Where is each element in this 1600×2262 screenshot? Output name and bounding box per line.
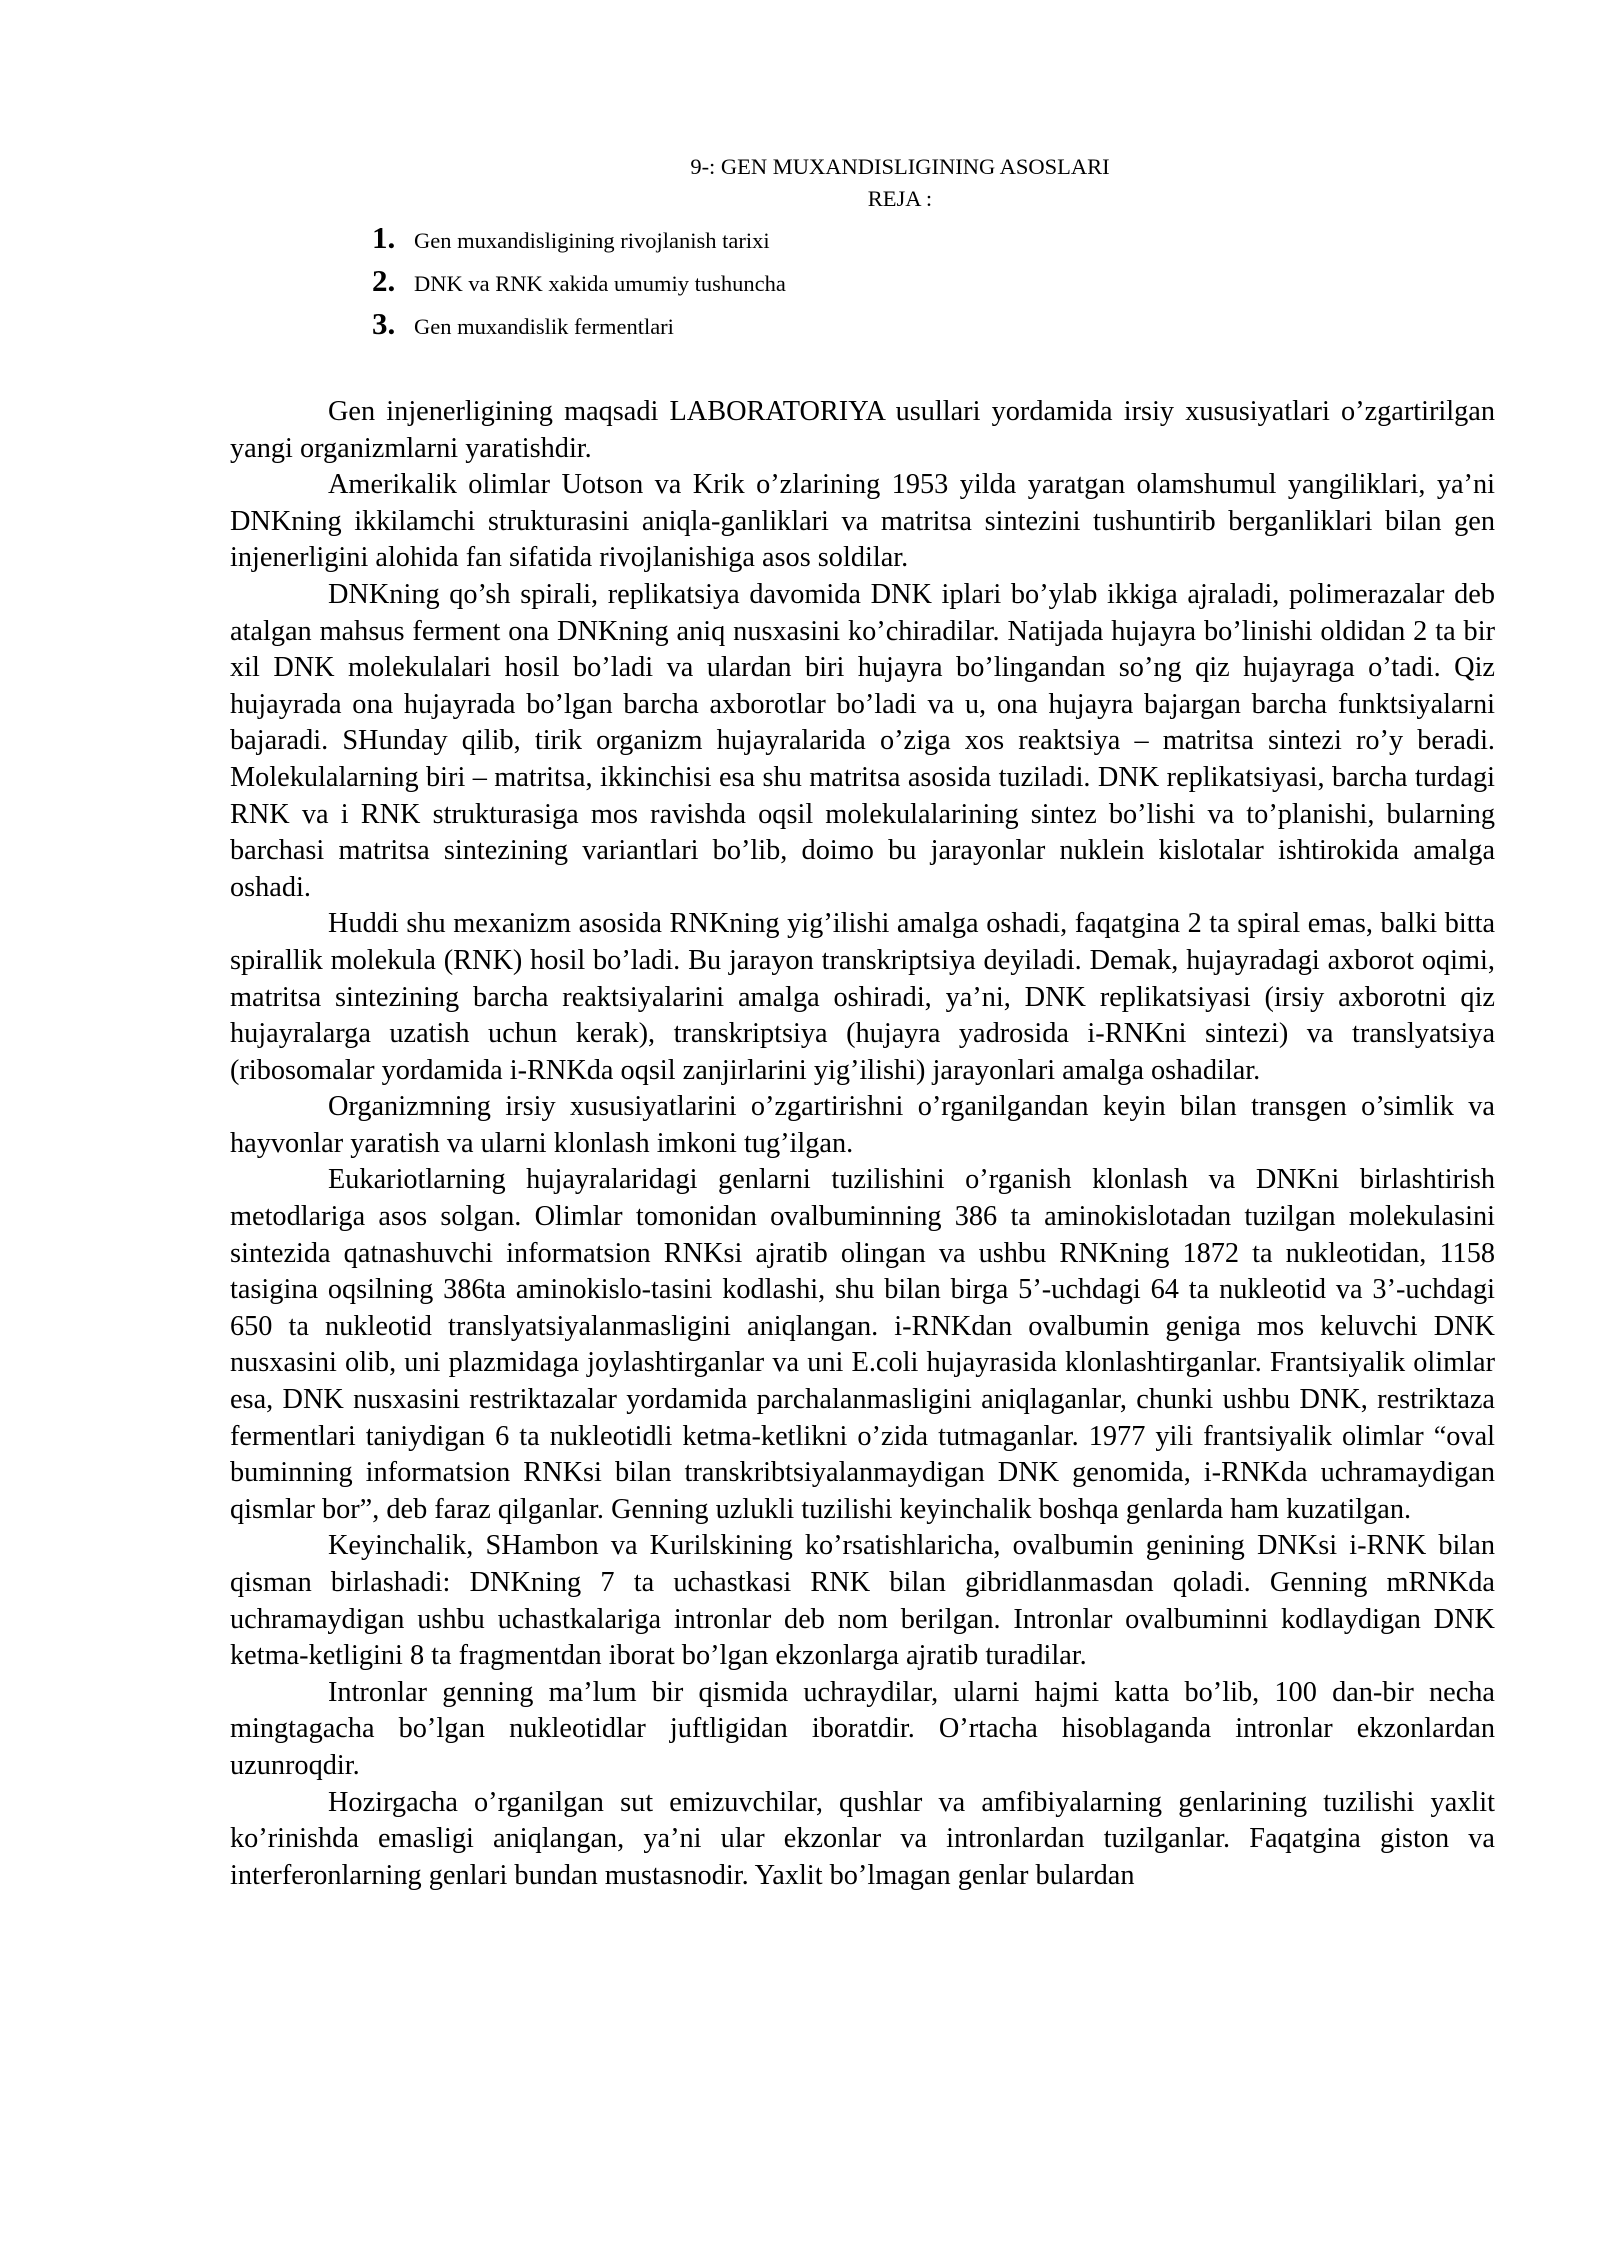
- plan-item-number: 1.: [372, 220, 396, 255]
- plan-item-text: DNK va RNK xakida umumiy tushuncha: [414, 271, 786, 296]
- paragraph: Keyinchalik, SHambon va Kurilskining ko’rsatishlaricha, ovalbumin genining DNKsi i-RNK bilan qisman birlashadi: DNKning 7 ta uchastkasi RNK bilan gibridlanmasdan qoladi. Genning mRNKda uchramaydigan ushbu uchastkalariga intronlar deb nom berilgan. Intronlar ovalbuminni kodlaydigan DNK ketma-ketligini 8 ta fragmentdan iborat bo’lgan ekzonlarga ajratib turadilar.: [230, 1530, 1495, 1672]
- paragraph: Organizmning irsiy xususiyatlarini o’zgartirishni o’rganilgandan keyin bilan transgen o’simlik va hayvonlar yaratish va ularni klonlash imkoni tug’ilgan.: [230, 1091, 1495, 1159]
- paragraph: Hozirgacha o’rganilgan sut emizuvchilar, qushlar va amfibiyalarning genlarining tuzilishi yaxlit ko’rinishda emasligi aniqlangan, ya’ni ular ekzonlar va intronlardan tuzilganlar. Faqatgina giston va interferonlarning genlari bundan mustasnodir. Yaxlit bo’lmagan genlar bulardan: [230, 1786, 1495, 1891]
- plan-item-text: Gen muxandislik fermentlari: [414, 314, 674, 339]
- plan-item-number: 3.: [372, 306, 396, 341]
- plan-item-text: Gen muxandisligining rivojlanish tarixi: [414, 228, 770, 253]
- paragraph: Huddi shu mexanizm asosida RNKning yig’ilishi amalga oshadi, faqatgina 2 ta spiral emas, balki bitta spirallik molekula (RNK) hosil bo’ladi. Bu jarayon transkriptsiya deyiladi. Demak, hujayradagi axborot oqimi, matritsa sintezining barcha reaktsiyalarini amalga oshiradi, ya’ni, DNK replikatsiyasi (irsiy axborotni qiz hujayralarga uzatish uchun kerak), transkriptsiya (hujayra yadrosida i-RNKni sintezi) va translyatsiya (ribosomalar yordamida i-RNKda oqsil zanjirlarini yig’ilishi) jarayonlari amalga oshadilar.: [230, 908, 1495, 1086]
- document-body: [230, 394, 1495, 1894]
- paragraph: Eukariotlarning hujayralaridagi genlarni tuzilishini o’rganish klonlash va DNKni birlashtirish metodlariga asos solgan. Olimlar tomonidan ovalbuminning 386 ta aminokislotadan tuzilgan molekulasini sintezida qatnashuvchi informatsion RNKsi ajratib olingan va ushbu RNKning 1872 ta nukleotidan, 1158 tasigina oqsilning 386ta aminokislo-tasini kodlashi, shu bilan birga 5’-uchdagi 64 ta nukleotid va 3’-uchdagi 650 ta nukleotid translyatsiyalanmasligini aniqlangan. i-RNKdan ovalbumin geniga mos keluvchi DNK nusxasini olib, uni plazmidaga joylashtirganlar va uni E.coli hujayrasida klonlashtirganlar. Frantsiyalik olimlar esa, DNK nusxasini restriktazalar yordamida parchalanmasligini aniqlaganlar, chunki ushbu DNK, restriktaza fermentlari taniydigan 6 ta nukleotidli ketma-ketlikni o’zida tutmaganlar. 1977 yili frantsiyalik olimlar “oval buminning informatsion RNKsi bilan transkribtsiyalanmaydigan DNK genomida, i-RNKda uchramaydigan qismlar bor”, deb faraz qilganlar. Genning uzlukli tuzilishi keyinchalik boshqa genlarda ham kuzatilgan.: [230, 1164, 1495, 1525]
- document-title: 9-: GEN MUXANDISLIGINING ASOSLARI: [690, 154, 1110, 179]
- plan-item: [372, 306, 786, 349]
- plan-list: [372, 220, 786, 349]
- plan-item: [372, 263, 786, 306]
- plan-heading: REJA :: [867, 186, 933, 211]
- plan-item: [372, 220, 786, 263]
- paragraph: Amerikalik olimlar Uotson va Krik o’zlarining 1953 yilda yaratgan olamshumul yangiliklari, ya’ni DNKning ikkilamchi strukturasini aniqla-ganliklari va matritsa sintezini tushuntirib berganliklari bilan gen injenerligini alohida fan sifatida rivojlanishiga asos soldilar.: [230, 469, 1495, 574]
- paragraph: Intronlar genning ma’lum bir qismida uchraydilar, ularni hajmi katta bo’lib, 100 dan-bir necha mingtagacha bo’lgan nukleotidlar juftligidan iboratdir. O’rtacha hisoblaganda intronlar ekzonlardan uzunroqdir.: [230, 1676, 1495, 1781]
- plan-item-number: 2.: [372, 263, 396, 298]
- paragraph: DNKning qo’sh spirali, replikatsiya davomida DNK iplari bo’ylab ikkiga ajraladi, polimerazalar deb atalgan mahsus ferment ona DNKning aniq nusxasini ko’chiradilar. Natijada hujayra bo’linishi oldidan 2 ta bir xil DNK molekulalari hosil bo’ladi va ulardan biri hujayra bo’lingandan so’ng qiz hujayraga o’tadi. Qiz hujayrada ona hujayrada bo’lgan barcha axborotlar bo’ladi va u, ona hujayra bajargan barcha funktsiyalarni bajaradi. SHunday qilib, tirik organizm hujayralarida o’ziga xos reaktsiya – matritsa sintezi ro’y beradi. Molekulalarning biri – matritsa, ikkinchisi esa shu matritsa asosida tuziladi. DNK replikatsiyasi, barcha turdagi RNK va i RNK strukturasiga mos ravishda oqsil molekulalarining sintez bo’lishi va to’planishi, bularning barchasi matritsa sintezining variantlari bo’lib, doimo bu jarayonlar nuklein kislotalar ishtirokida amalga oshadi.: [230, 578, 1495, 903]
- paragraph: Gen injenerligining maqsadi LABORATORIYA usullari yordamida irsiy xususiyatlari o’zgartirilgan yangi organizmlarni yaratishdir.: [230, 396, 1495, 464]
